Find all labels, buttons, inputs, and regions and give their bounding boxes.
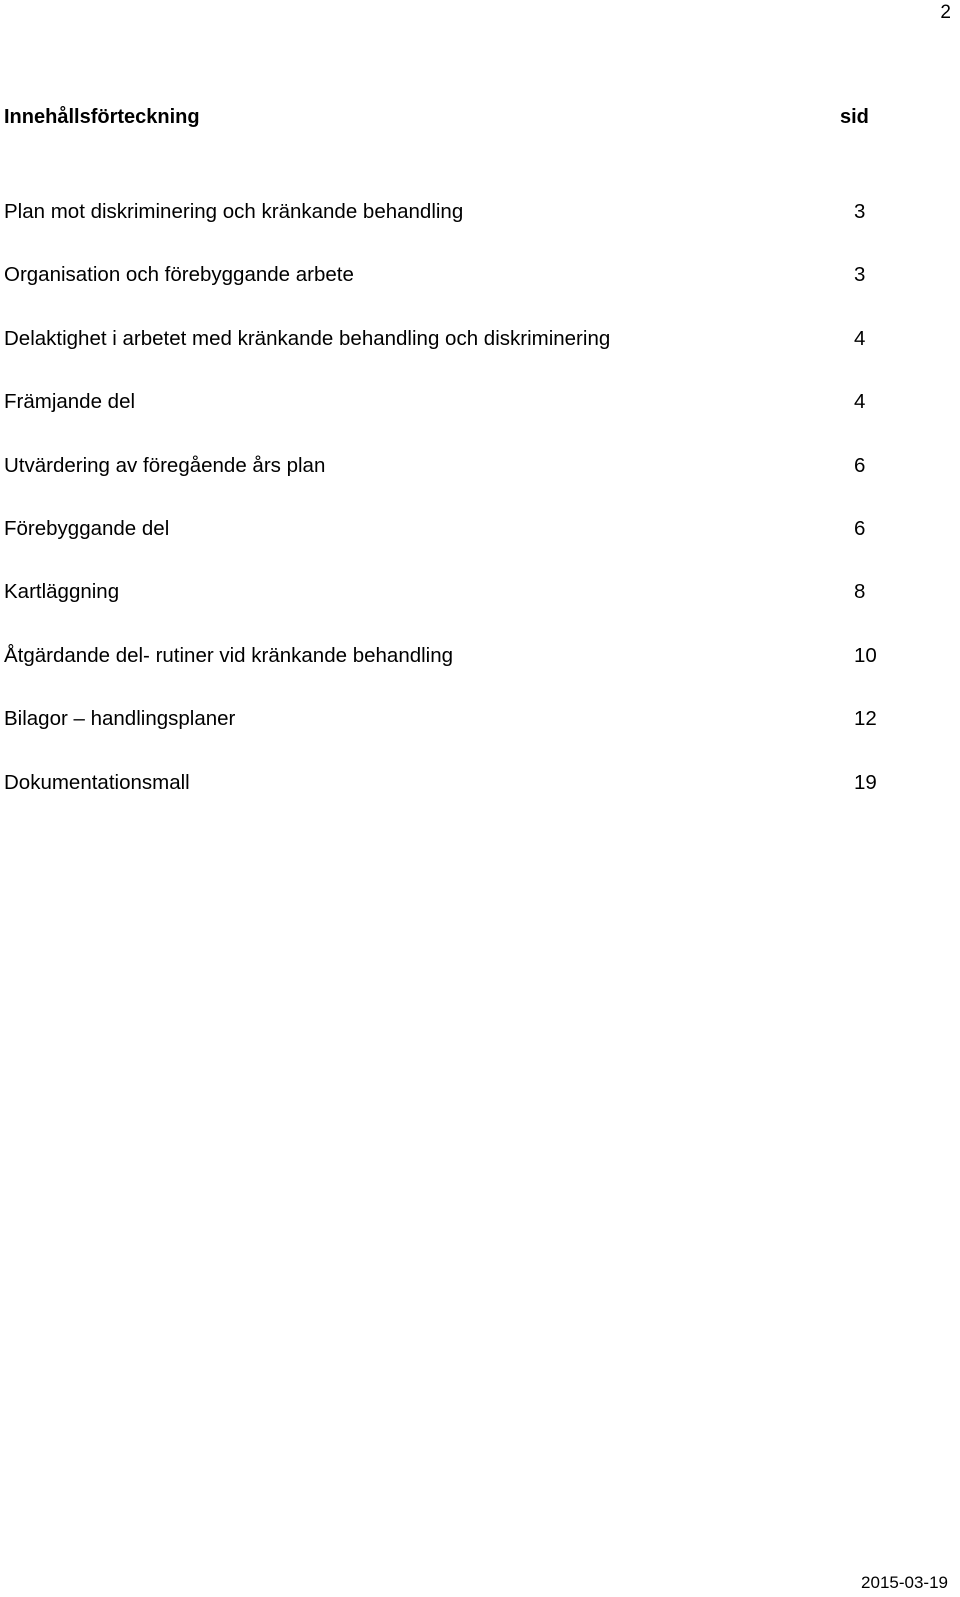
toc-entry-title: Förebyggande del (4, 516, 170, 540)
toc-entry-page: 4 (854, 390, 866, 414)
toc-heading-row (4, 106, 876, 129)
toc-entry (4, 261, 894, 324)
toc-entry (4, 198, 894, 261)
toc-entry-title: Kartläggning (4, 580, 120, 604)
toc-title: Innehållsförteckning (4, 106, 200, 128)
toc-entry-page: 8 (854, 580, 866, 604)
toc-entry-title: Åtgärdande del- rutiner vid kränkande behandling (4, 643, 454, 667)
toc-entry-title: Utvärdering av föregående års plan (4, 453, 326, 477)
toc-entry-title: Dokumentationsmall (4, 770, 190, 794)
page-number: 2 (940, 2, 951, 23)
toc-entry (4, 325, 894, 388)
toc-entry-page: 10 (854, 643, 877, 667)
toc-entry-title: Delaktighet i arbetet med kränkande behandling och diskriminering (4, 326, 611, 350)
toc-entry-title: Organisation och förebyggande arbete (4, 263, 354, 287)
toc-entry-page: 4 (854, 326, 866, 350)
toc-entry-page: 19 (854, 770, 877, 794)
toc-entry-title: Bilagor – handlingsplaner (4, 707, 236, 731)
toc-entry (4, 642, 894, 705)
toc-entry (4, 452, 894, 515)
toc-list (4, 198, 894, 832)
footer-date: 2015-03-19 (861, 1573, 948, 1592)
toc-entry (4, 705, 894, 768)
toc-entry-title: Främjande del (4, 390, 136, 414)
toc-entry-page: 6 (854, 516, 866, 540)
toc-entry-page: 3 (854, 200, 866, 223)
toc-entry-page: 3 (854, 263, 866, 287)
toc-entry-page: 12 (854, 707, 877, 731)
toc-entry-page: 6 (854, 453, 866, 477)
toc-entry (4, 769, 894, 832)
toc-entry (4, 515, 894, 578)
toc-entry (4, 578, 894, 641)
toc-entry (4, 388, 894, 451)
page-column-label: sid (840, 106, 869, 128)
toc-entry-title: Plan mot diskriminering och kränkande behandling (4, 200, 464, 223)
